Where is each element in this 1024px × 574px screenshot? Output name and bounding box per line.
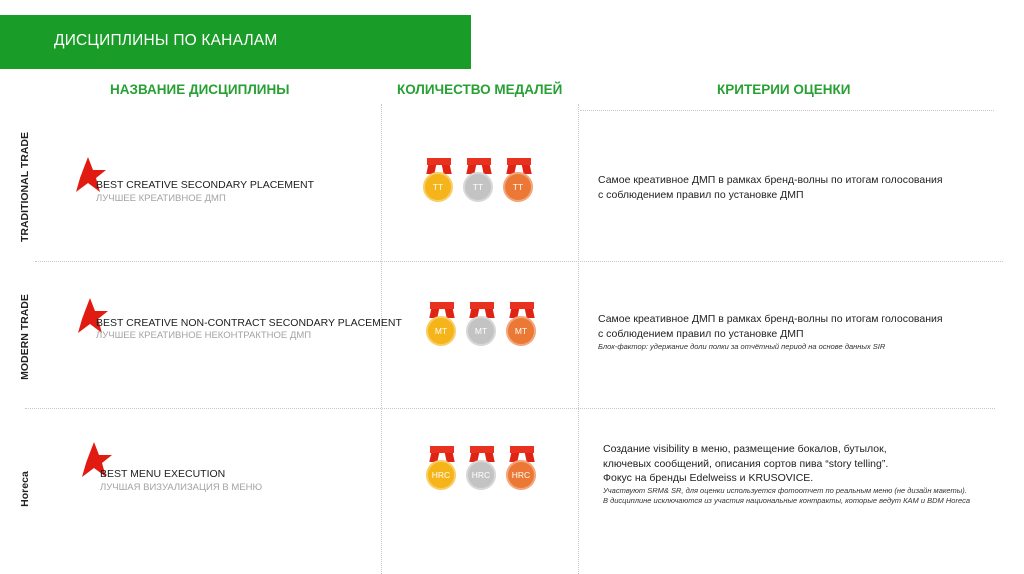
gold-medal-icon: MT xyxy=(424,302,460,356)
criteria-note: В дисциплине исключаются из участия национальные контракты, которые ведут КАМ и BDM Horeca xyxy=(603,496,971,505)
criteria-note: Блок-фактор: удержание доли полки за отчётный период на основе данных SIR xyxy=(598,342,886,351)
criteria-text: Создание visibility в меню, размещение бокалов, бутылок, ключевых сообщений, описания сортов пива “story telling”. Фокус на бренды Edelweiss и KRUSOVICE. xyxy=(603,443,889,484)
medal-group-mt xyxy=(424,302,544,362)
bronze-medal-icon: HRC xyxy=(504,446,540,500)
criteria-note: Участвуют SRM& SR, для оценки используется фотоотчет по реальным меню (не дизайн макеты). xyxy=(603,486,967,495)
gold-medal-icon: HRC xyxy=(424,446,460,500)
divider-col-2 xyxy=(578,104,579,574)
bronze-medal-icon: TT xyxy=(501,158,537,212)
channel-label-horeca: Horeca xyxy=(19,471,31,507)
divider-row-1 xyxy=(35,261,1003,262)
criteria-text: Самое креативное ДМП в рамках бренд-волны по итогам голосования с соблюдением правил по установке ДМП xyxy=(598,174,943,201)
discipline-title-ru: ЛУЧШАЯ ВИЗУАЛИЗАЦИЯ В МЕНЮ xyxy=(100,482,263,493)
channel-label-traditional-trade: TRADITIONAL TRADE xyxy=(19,131,31,243)
divider-col-1 xyxy=(381,104,382,574)
discipline-title-ru: ЛУЧШЕЕ КРЕАТИВНОЕ НЕКОНТРАКТНОЕ ДМП xyxy=(96,330,312,341)
silver-medal-icon: MT xyxy=(464,302,500,356)
silver-medal-icon: HRC xyxy=(464,446,500,500)
silver-medal-icon: TT xyxy=(461,158,497,212)
divider-row-2 xyxy=(25,408,995,409)
gold-medal-icon: TT xyxy=(421,158,457,212)
discipline-title-en: BEST CREATIVE SECONDARY PLACEMENT xyxy=(96,179,315,191)
discipline-title-ru: ЛУЧШЕЕ КРЕАТИВНОЕ ДМП xyxy=(96,193,226,204)
title-banner xyxy=(0,15,471,69)
divider-header-right xyxy=(580,110,994,111)
column-header-medals: КОЛИЧЕСТВО МЕДАЛЕЙ xyxy=(397,82,563,97)
medal-group-tt xyxy=(421,158,541,218)
bronze-medal-icon: MT xyxy=(504,302,540,356)
discipline-title-en: BEST CREATIVE NON-CONTRACT SECONDARY PLACEMENT xyxy=(96,317,402,329)
medal-group-hrc xyxy=(424,446,544,506)
discipline-title-en: BEST MENU EXECUTION xyxy=(100,468,226,480)
column-header-criteria: КРИТЕРИИ ОЦЕНКИ xyxy=(717,82,851,97)
page-title: ДИСЦИПЛИНЫ ПО КАНАЛАМ xyxy=(54,32,278,49)
criteria-text: Самое креативное ДМП в рамках бренд-волны по итогам голосования с соблюдением правил по установке ДМП xyxy=(598,313,943,340)
channel-label-modern-trade: MODERN TRADE xyxy=(19,294,31,380)
column-header-discipline: НАЗВАНИЕ ДИСЦИПЛИНЫ xyxy=(110,82,290,97)
